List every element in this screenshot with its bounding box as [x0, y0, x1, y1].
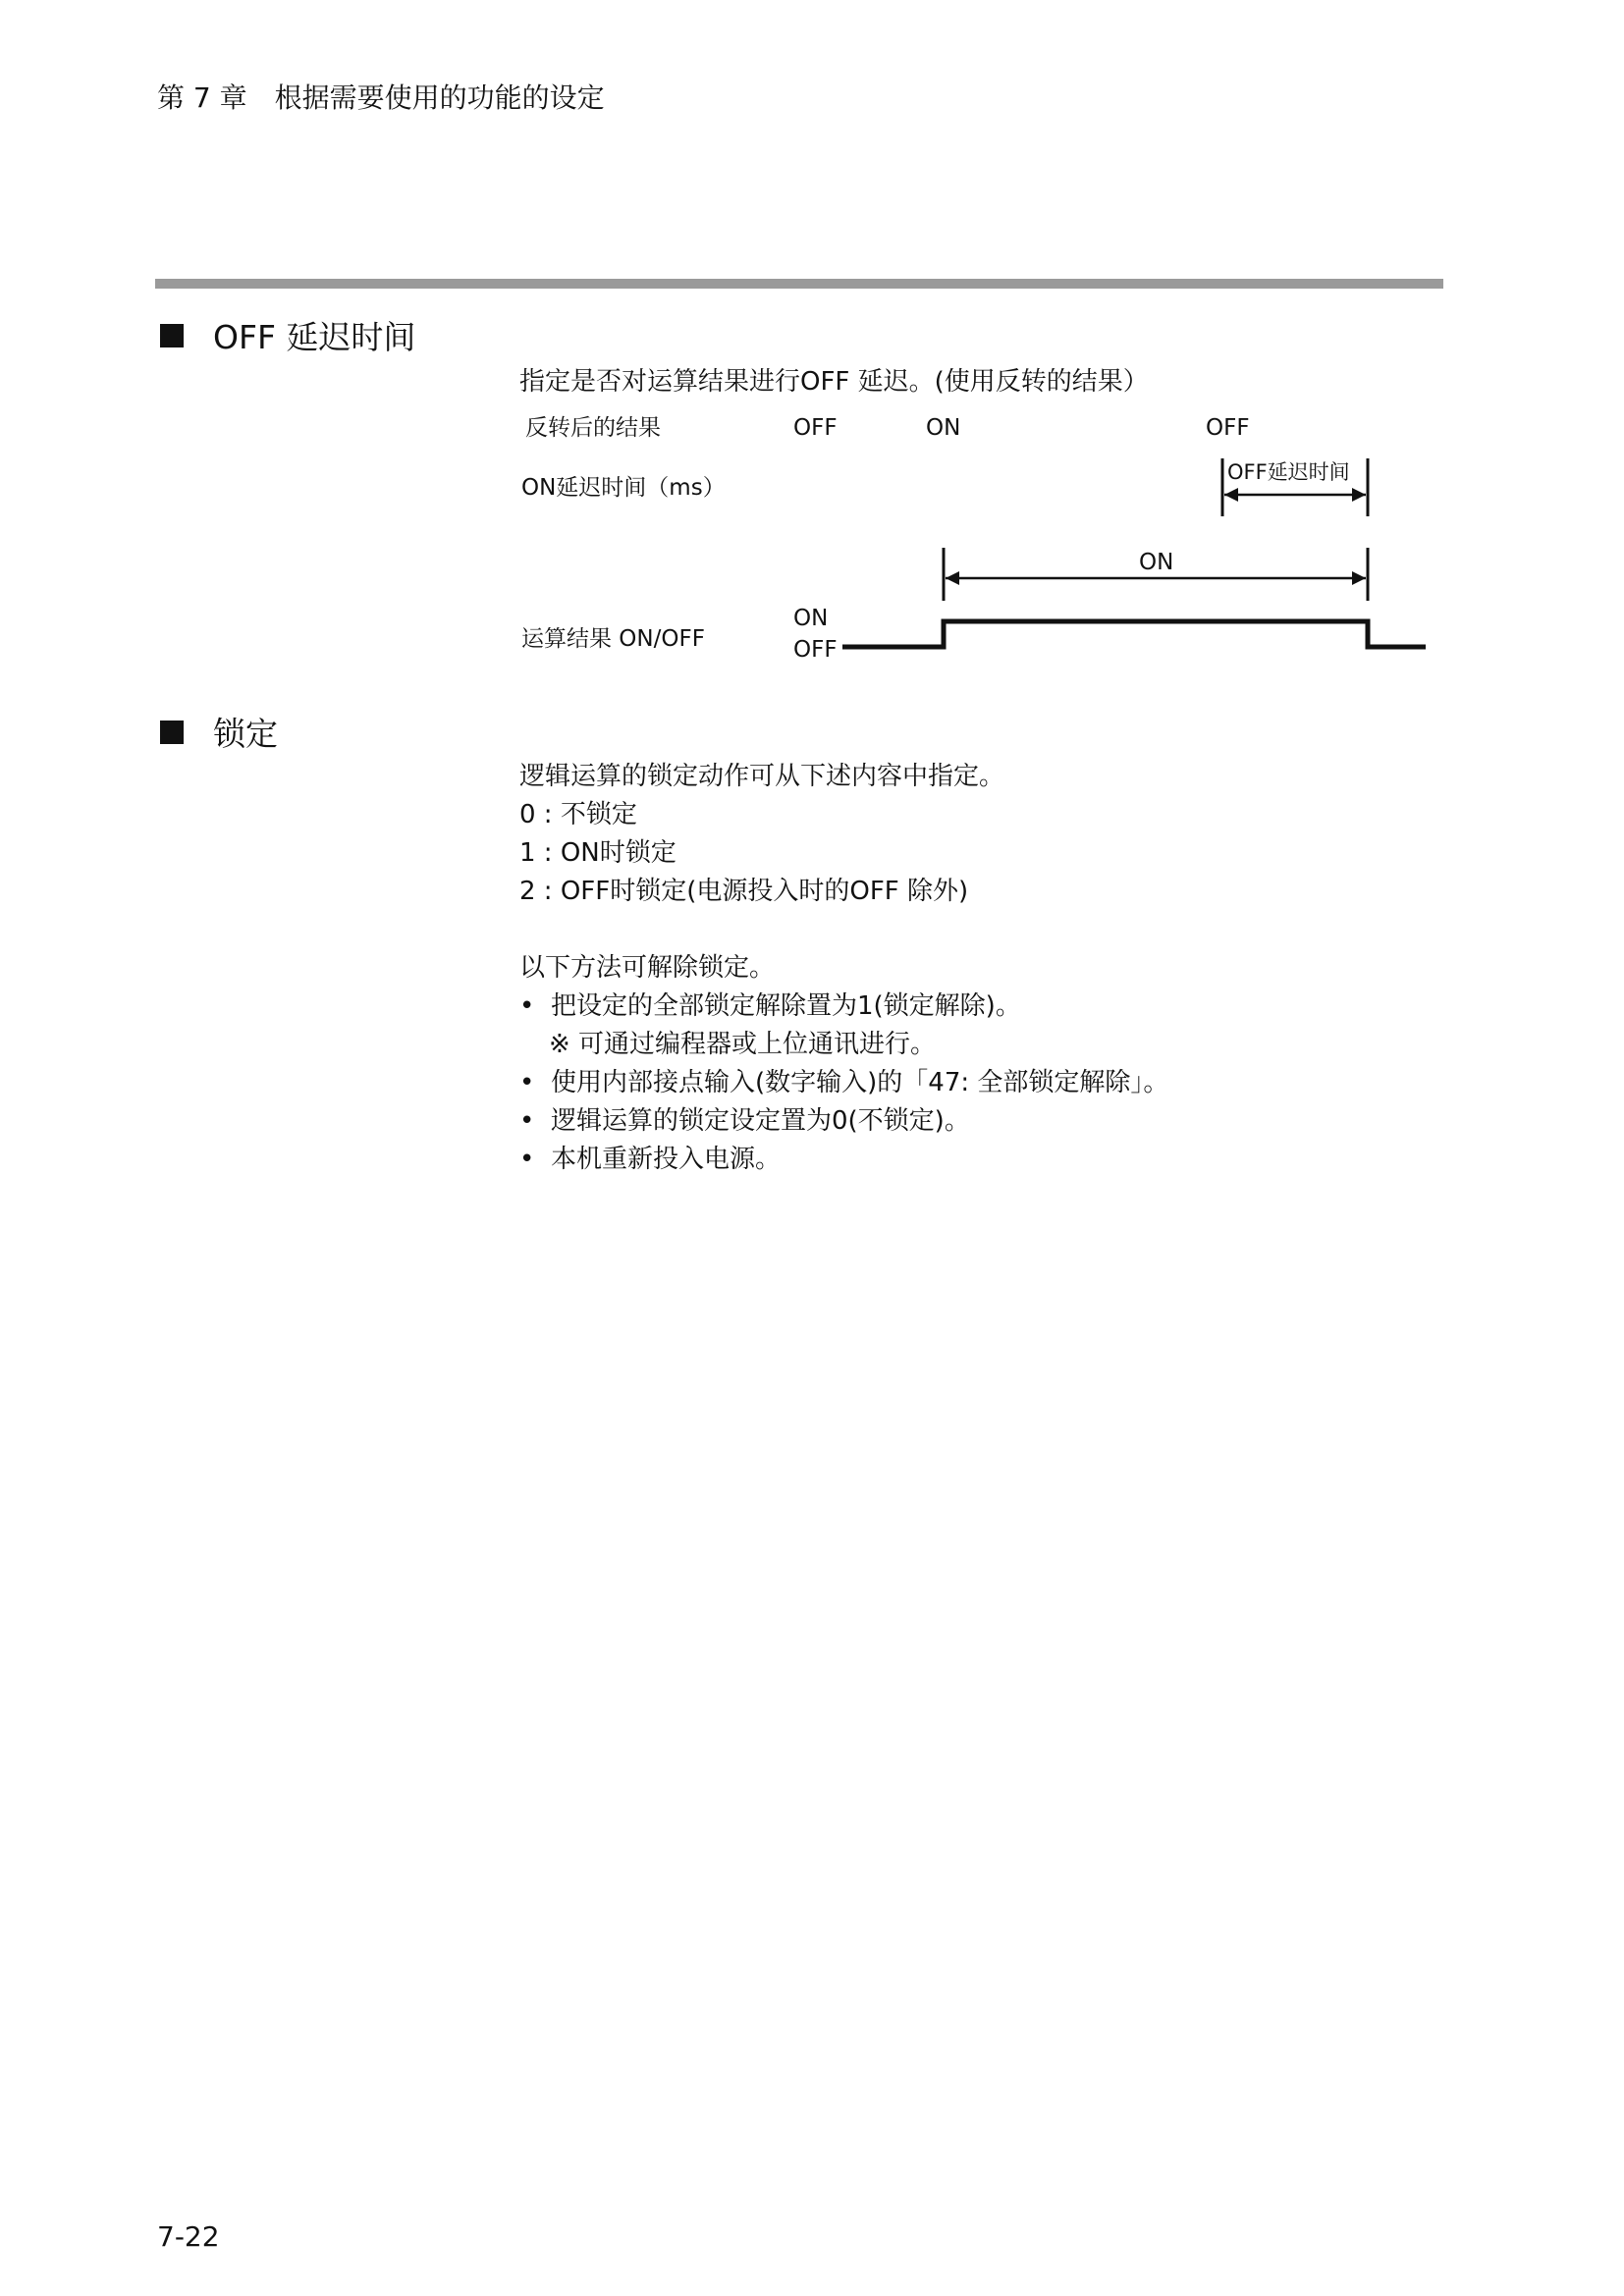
release-method-text: 本机重新投入电源。: [551, 1145, 782, 1174]
state-off-1: OFF: [793, 415, 838, 441]
timing-diagram: [0, 0, 1624, 707]
release-intro: 以下方法可解除锁定。: [519, 953, 776, 983]
release-method-text: 逻辑运算的锁定设定置为0(不锁定)。: [551, 1106, 970, 1136]
on-delay-label: ON延迟时间（ms）: [521, 475, 726, 501]
state-on: ON: [926, 415, 961, 441]
state-off-2: OFF: [1206, 415, 1250, 441]
off-delay-label: OFF延迟时间: [1227, 460, 1350, 484]
on-span-label: ON: [1139, 550, 1174, 575]
spacer: [519, 911, 1168, 949]
square-bullet-icon: [160, 721, 184, 744]
bullet-icon: •: [519, 1068, 535, 1097]
release-method-3: [519, 1102, 1168, 1141]
result-onoff-label: 运算结果 ON/OFF: [521, 626, 705, 652]
release-method-4: [519, 1141, 1168, 1179]
page-number: 7-22: [157, 2220, 220, 2253]
lock-option-1: 1 : ON时锁定: [519, 838, 677, 868]
chapter-header: 第 7 章 根据需要使用的功能的设定: [157, 81, 605, 114]
section-description: 指定是否对运算结果进行OFF 延迟。(使用反转的结果）: [519, 367, 1149, 397]
release-method-2: [519, 1064, 1168, 1102]
release-method-text: 使用内部接点输入(数字输入)的「47: 全部锁定解除」。: [551, 1068, 1169, 1097]
release-method-text: 把设定的全部锁定解除置为1(锁定解除)。: [551, 991, 1021, 1021]
lock-section-body: [519, 758, 1168, 1179]
level-off-label: OFF: [793, 637, 838, 663]
release-method-1: [519, 988, 1168, 1026]
bullet-icon: •: [519, 991, 535, 1021]
lock-intro: 逻辑运算的锁定动作可从下述内容中指定。: [519, 762, 1005, 791]
bullet-icon: •: [519, 1106, 535, 1136]
release-method-note: ※ 可通过编程器或上位通讯进行。: [549, 1030, 937, 1059]
inverted-result-label: 反转后的结果: [525, 415, 661, 441]
bullet-icon: •: [519, 1145, 535, 1174]
signal-waveform: [842, 621, 1426, 647]
section-title-lock: [160, 709, 278, 755]
level-on-label: ON: [793, 606, 829, 631]
lock-option-2: 2 : OFF时锁定(电源投入时的OFF 除外): [519, 877, 969, 906]
lock-option-0: 0 : 不锁定: [519, 800, 637, 829]
section-title-text: 锁定: [213, 715, 278, 753]
section-title-text: OFF 延迟时间: [213, 318, 416, 356]
